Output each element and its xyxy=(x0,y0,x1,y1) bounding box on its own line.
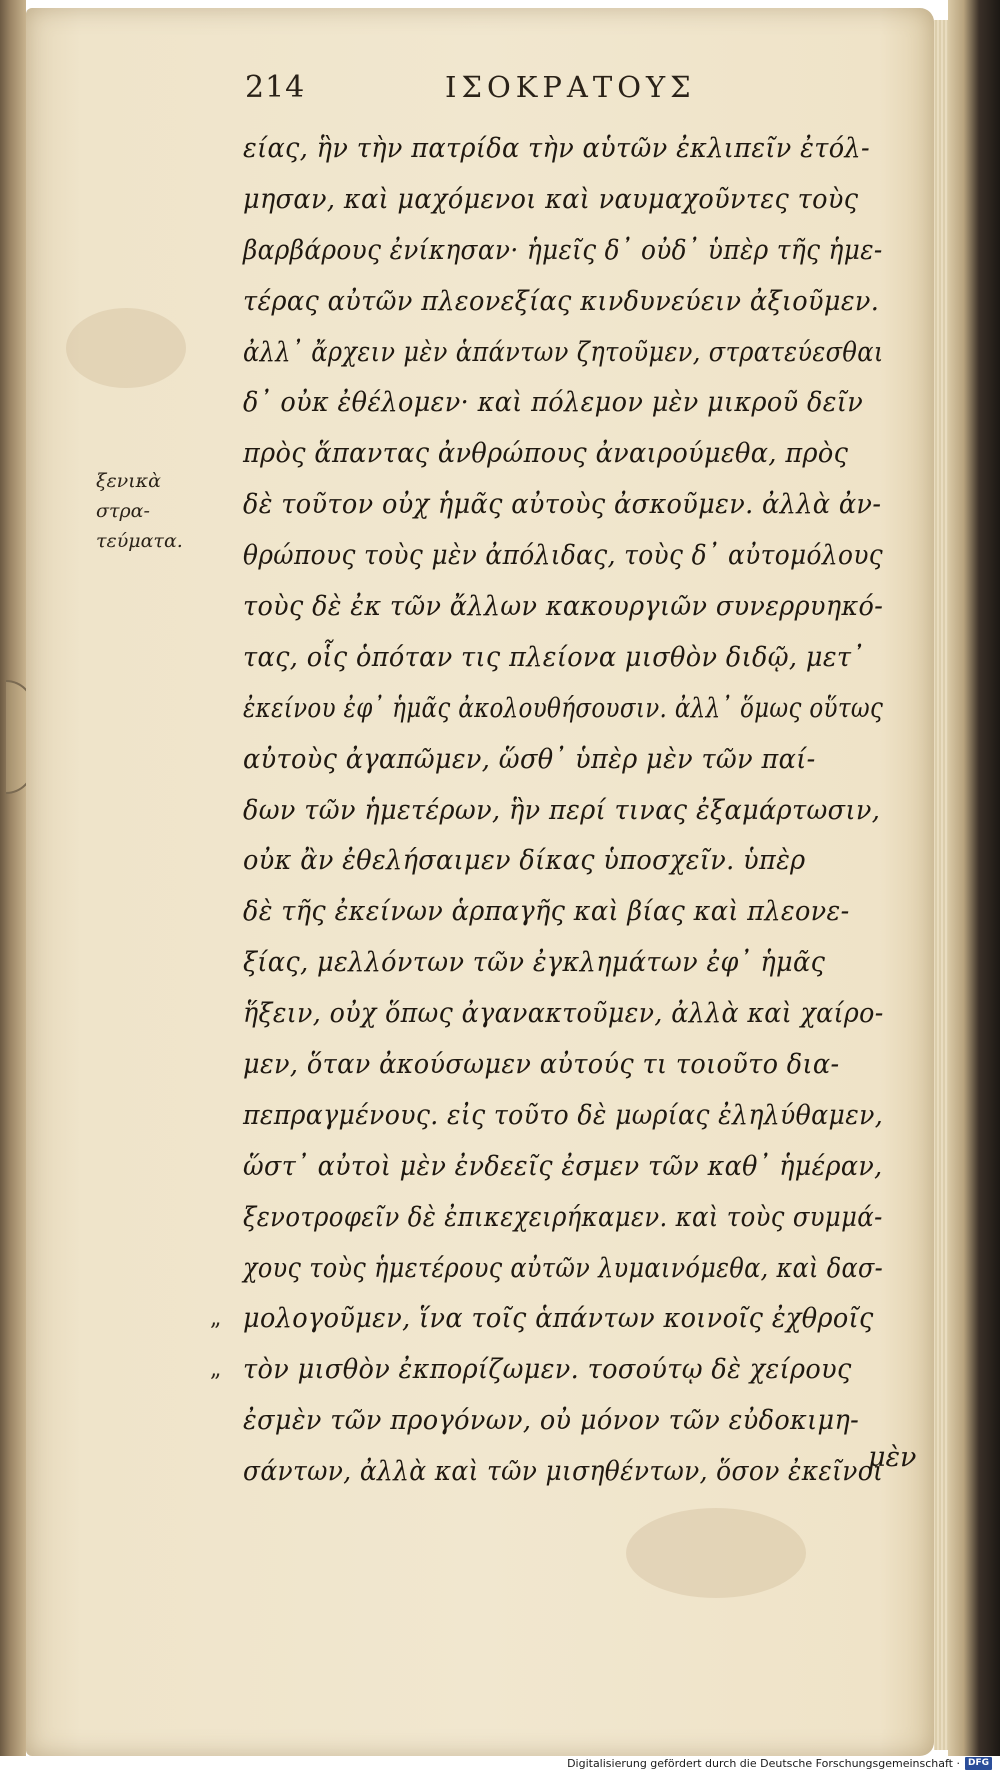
dfg-logo: DFG xyxy=(965,1757,992,1770)
text-line: δὲ τῆς ἐκείνων ἁρπαγῆς καὶ βίας καὶ πλεονε- xyxy=(243,895,850,928)
text-line: ἐκείνου ἐφ᾽ ἡμᾶς ἀκολουθήσουσιν. ἀλλ᾽ ὅμως οὕτως xyxy=(243,691,884,724)
text-line: πρὸς ἅπαντας ἀνθρώπους ἀναιρούμεθα, πρὸς xyxy=(243,437,849,470)
marginal-note-line: ξενικὰ στρα- xyxy=(96,470,161,522)
text-line: ἐσμὲν τῶν προγόνων, οὐ μόνον τῶν εὐδοκιμη- xyxy=(243,1404,860,1437)
page-stack-edge xyxy=(934,20,948,1750)
book-edge-right xyxy=(948,0,1000,1760)
text-line: ξενοτροφεῖν δὲ ἐπικεχειρήκαμεν. καὶ τοὺς συμμά- xyxy=(243,1200,883,1233)
text-line: τοὺς δὲ ἐκ τῶν ἄλλων κακουργιῶν συνερρυηκό- xyxy=(243,590,884,623)
paper-stain xyxy=(66,308,186,388)
text-line: ὥστ᾽ αὐτοὶ μὲν ἐνδεεῖς ἐσμεν τῶν καθ᾽ ἡμέραν, xyxy=(243,1149,883,1182)
paper-stain xyxy=(626,1508,806,1598)
text-line: τέρας αὐτῶν πλεονεξίας κινδυνεύειν ἀξιοῦμεν. xyxy=(243,284,880,317)
text-line: ξίας, μελλόντων τῶν ἐγκλημάτων ἐφ᾽ ἡμᾶς xyxy=(243,946,826,979)
text-line: βαρβάρους ἐνίκησαν· ἡμεῖς δ᾽ οὐδ᾽ ὑπὲρ τῆς ἡμε- xyxy=(243,233,883,266)
text-line: αὐτοὺς ἀγαπῶμεν, ὥσθ᾽ ὑπὲρ μὲν τῶν παί- xyxy=(243,742,816,775)
quote-mark: „ xyxy=(210,1306,222,1331)
text-line: τὸν μισθὸν ἐκπορίζωμεν. τοσούτῳ δὲ χείρους xyxy=(243,1353,852,1386)
text-line: οὐκ ἂν ἐθελήσαιμεν δίκας ὑποσχεῖν. ὑπὲρ xyxy=(243,844,806,877)
text-line: σάντων, ἀλλὰ καὶ τῶν μισηθέντων, ὅσον ἐκεῖνοι xyxy=(243,1455,884,1488)
quote-mark: „ xyxy=(210,1357,222,1382)
text-line: δων τῶν ἡμετέρων, ἣν περί τινας ἐξαμάρτωσιν, xyxy=(243,793,881,826)
marginal-note-line: τεύματα. xyxy=(96,530,183,552)
text-line: δ᾽ οὐκ ἐθέλομεν· καὶ πόλεμον μὲν μικροῦ δεῖν xyxy=(243,386,864,419)
text-line: δὲ τοῦτον οὐχ ἡμᾶς αὐτοὺς ἀσκοῦμεν. ἀλλὰ ἀν- xyxy=(243,488,882,521)
text-line: μολογοῦμεν, ἵνα τοῖς ἁπάντων κοινοῖς ἐχθροῖς xyxy=(243,1302,874,1335)
text-line: ἀλλ᾽ ἄρχειν μὲν ἁπάντων ζητοῦμεν, στρατεύεσθαι xyxy=(243,335,884,368)
text-line: μεν, ὅταν ἀκούσωμεν αὐτούς τι τοιοῦτο δια- xyxy=(243,1048,840,1081)
text-line: είας, ἣν τὴν πατρίδα τὴν αὑτῶν ἐκλιπεῖν ἐτόλ- xyxy=(243,132,870,164)
running-head: ΙΣΟΚΡΑΤΟΥΣ xyxy=(445,70,696,104)
page-header xyxy=(245,70,805,110)
text-line: χους τοὺς ἡμετέρους αὐτῶν λυμαινόμεθα, καὶ δασ- xyxy=(243,1251,884,1284)
text-line: μησαν, καὶ μαχόμενοι καὶ ναυμαχοῦντες τοὺς xyxy=(243,182,859,215)
catchword: μὲν xyxy=(868,1442,917,1473)
text-line: τας, οἷς ὁπόταν τις πλείονα μισθὸν διδῷ, μετ᾽ xyxy=(243,640,865,673)
credit-text: Digitalisierung gefördert durch die Deutsche Forschungsgemeinschaft · xyxy=(567,1757,960,1770)
digitization-credit xyxy=(567,1757,992,1770)
marginal-note xyxy=(96,466,206,556)
body-text xyxy=(243,123,933,1497)
page-number: 214 xyxy=(245,70,306,105)
book-edge-left xyxy=(0,0,26,1760)
text-line: ἥξειν, οὐχ ὅπως ἀγανακτοῦμεν, ἀλλὰ καὶ χαίρο- xyxy=(243,997,884,1030)
text-line: θρώπους τοὺς μὲν ἀπόλιδας, τοὺς δ᾽ αὐτομόλους xyxy=(243,539,884,572)
text-line: πεπραγμένους. εἰς τοῦτο δὲ μωρίας ἐληλύθαμεν, xyxy=(243,1098,884,1131)
